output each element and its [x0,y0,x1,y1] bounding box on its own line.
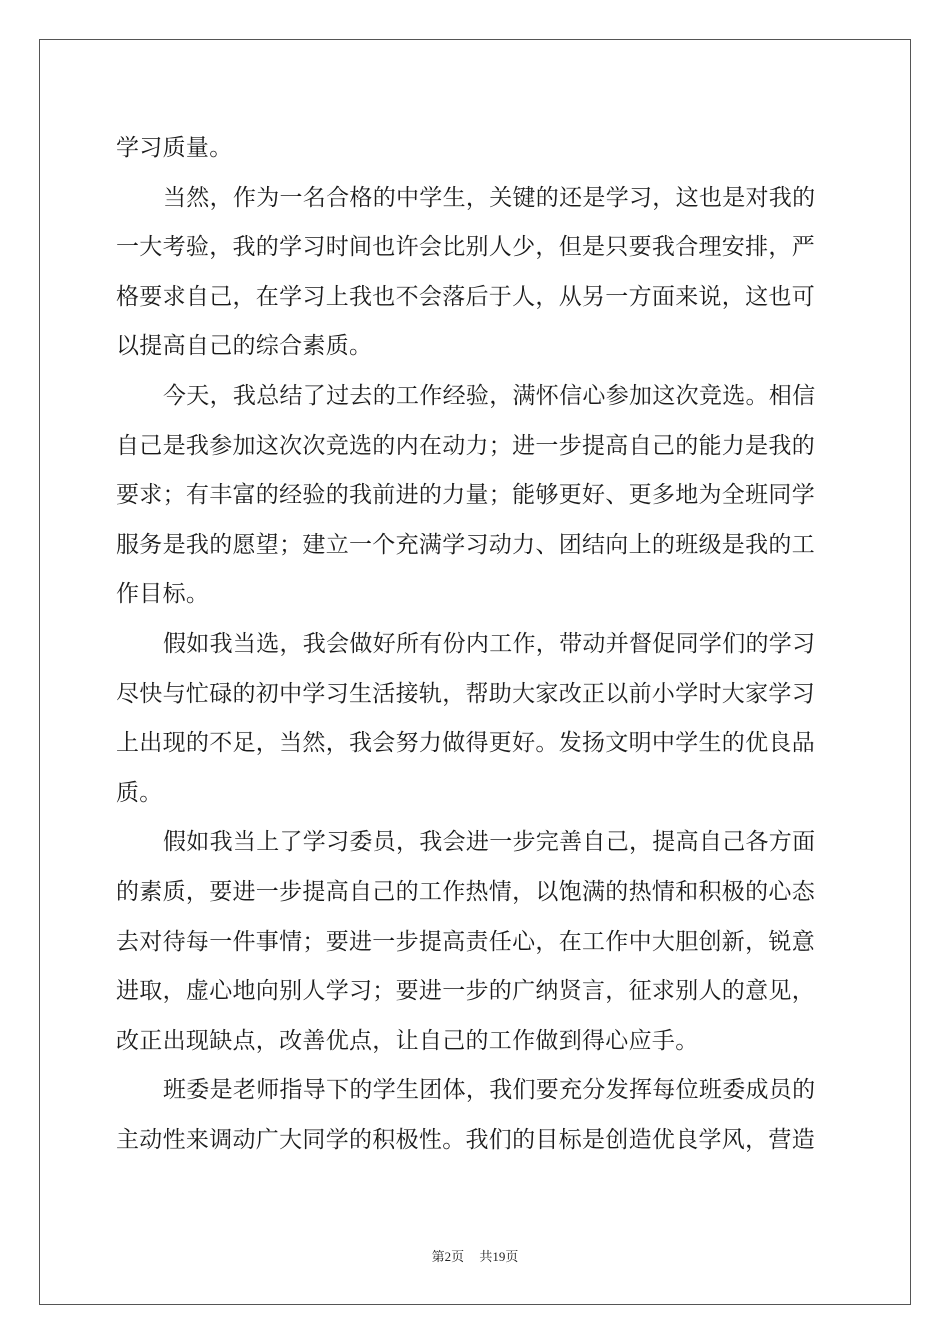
text-line: 尽快与忙碌的初中学习生活接轨，帮助大家改正以前小学时大家学习 [116,680,815,707]
text-line: 今天，我总结了过去的工作经验，满怀信心参加这次竞选。相信 [163,382,816,409]
text-line: 改正出现缺点，改善优点，让自己的工作做到得心应手。 [116,1027,699,1054]
text-line: 质。 [116,779,163,806]
page-number-current: 第2页 [431,1249,465,1264]
text-line: 假如我当上了学习委员，我会进一步完善自己，提高自己各方面 [163,829,816,856]
text-line: 上出现的不足，当然，我会努力做得更好。发扬文明中学生的优良品 [116,730,815,757]
page-number-total: 共19页 [479,1249,519,1264]
text-line: 进取，虚心地向别人学习；要进一步的广纳贤言，征求别人的意见， [116,978,815,1005]
text-line: 去对待每一件事情；要进一步提高责任心，在工作中大胆创新，锐意 [116,928,815,955]
text-line: 假如我当选，我会做好所有份内工作，带动并督促同学们的学习 [163,630,816,657]
text-line: 的素质，要进一步提高自己的工作热情，以饱满的热情和积极的心态 [116,878,815,905]
text-line: 班委是老师指导下的学生团体，我们要充分发挥每位班委成员的 [163,1077,816,1104]
text-line: 当然，作为一名合格的中学生，关键的还是学习，这也是对我的 [163,184,816,211]
text-line: 服务是我的愿望；建立一个充满学习动力、团结向上的班级是我的工 [116,531,815,558]
text-line: 主动性来调动广大同学的积极性。我们的目标是创造优良学风，营造 [116,1126,815,1153]
text-line: 学习质量。 [116,135,233,161]
page-footer [0,1246,950,1265]
text-line: 作目标。 [116,581,210,608]
document-body [116,124,832,1165]
text-line: 一大考验，我的学习时间也许会比别人少，但是只要我合理安排，严 [116,234,815,261]
text-line: 格要求自己，在学习上我也不会落后于人，从另一方面来说，这也可 [116,283,815,310]
text-line: 要求；有丰富的经验的我前进的力量；能够更好、更多地为全班同学 [116,482,815,509]
text-line: 自己是我参加这次次竞选的内在动力；进一步提高自己的能力是我的 [116,432,815,459]
text-line: 以提高自己的综合素质。 [116,333,373,360]
